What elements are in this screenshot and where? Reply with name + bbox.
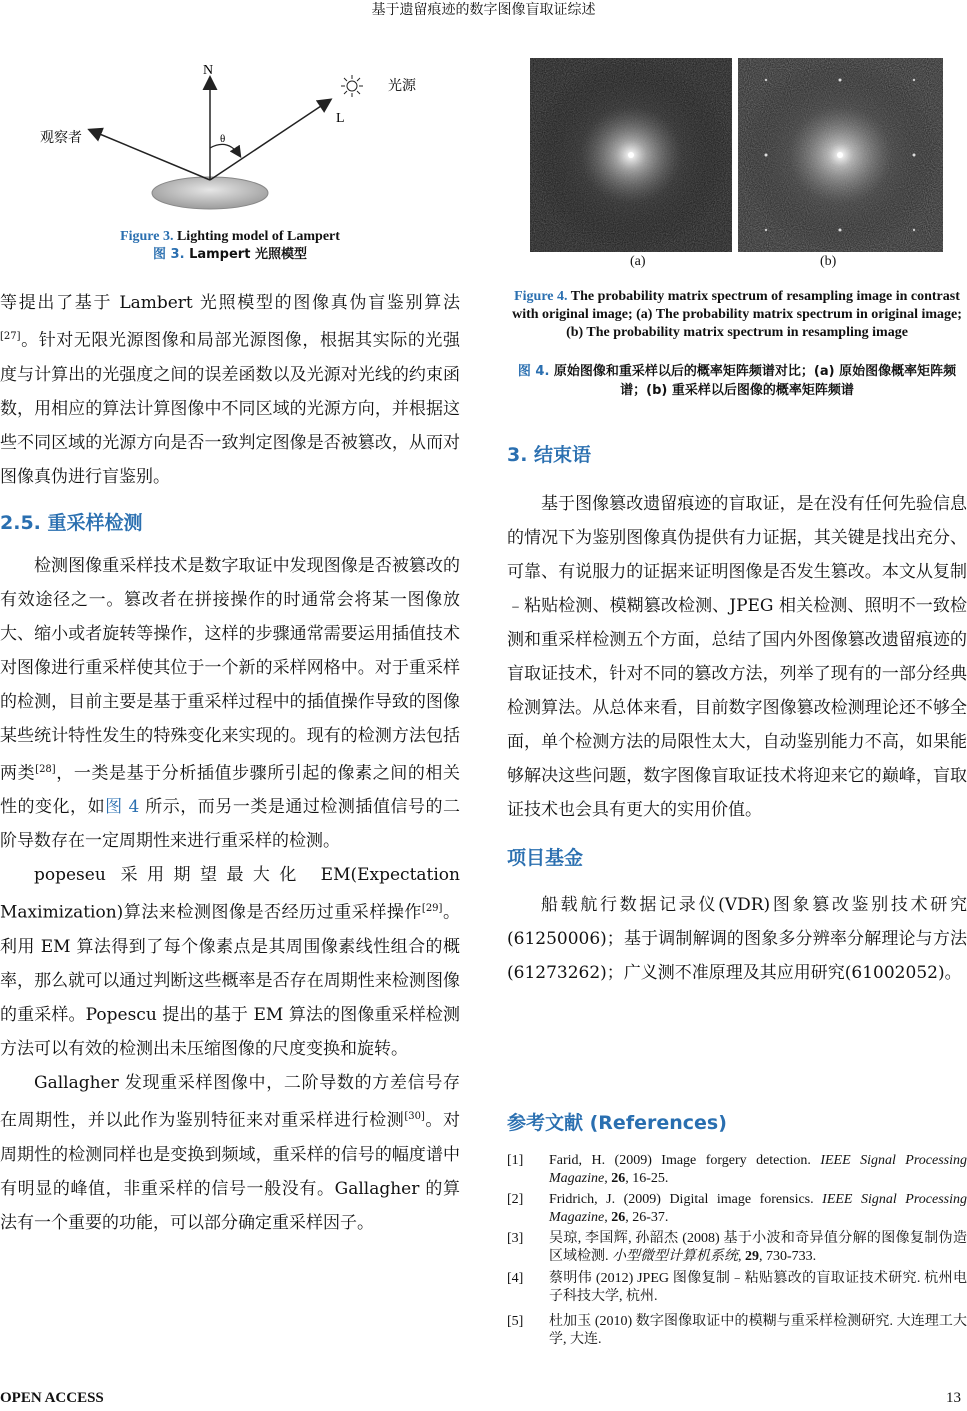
label-l: L [336, 111, 345, 126]
spectrum-b-svg [738, 58, 943, 252]
reference-1: [1] Farid, H. (2009) Image forgery detection. IEEE Signal Processing Magazine, 26, 16-25. [507, 1153, 967, 1186]
surface-disk [152, 177, 268, 209]
section-3-heading: 3. 结束语 [507, 444, 592, 466]
paragraph-conclusion: 基于图像篡改遗留痕迹的盲取证，是在没有任何先验信息的情况下为鉴别图像真伪提供有力证据，其关键是找出充分、可靠、有说服力的证据来证明图像是否发生篡改。本文从复制﹣粘贴检测、模糊篡改检测、JPEG 相关检测、照明不一致检测和重采样检测五个方面，总结了国内外图像篡改遗留痕迹的盲取证技术，针对不同的篡改方法，列举了现有的一部分经典检测算法。从总体来看，目前数字图像篡改检测理论还不够全面，单个检测方法的局限性太大，自动鉴别能力不高，如果能够解决这些问题，数字图像盲取证技术将迎来它的巅峰，盲取证技术也会具有更大的实用价值。 [507, 494, 967, 820]
left-column-text [0, 286, 460, 1240]
sub-label-a: (a) [630, 254, 646, 269]
label-light: 光源 [388, 78, 416, 94]
observer-arrow [90, 130, 210, 180]
paragraph-fund: 船载航行数据记录仪(VDR)图象篡改鉴别技术研究(61250006)；基于调制解调的图象多分辨率分解理论与方法(61273262)；广义测不准原理及其应用研究(61002052)。 [507, 895, 967, 983]
spectrum-a-svg [530, 58, 732, 252]
sub-label-b: (b) [820, 254, 837, 269]
running-header: 基于遗留痕迹的数字图像盲取证综述 [371, 2, 596, 18]
page-number: 13 [946, 1390, 961, 1406]
reference-2: [2] Fridrich, J. (2009) Digital image forensics. IEEE Signal Processing Magazine, 26, 26-37. [507, 1192, 967, 1225]
figure-3-diagram [0, 58, 460, 228]
spectrum-image-resampled [738, 58, 943, 252]
label-theta: θ [220, 133, 226, 145]
references-heading: 参考文献 (References) [507, 1112, 727, 1134]
sun-icon [341, 75, 363, 97]
paragraph-resampling-intro: 检测图像重采样技术是数字取证中发现图像是否被篡改的有效途径之一。篡改者在拼接操作的时通常会将某一图像放大、缩小或者旋转等操作，这样的步骤通常需要运用插值技术对图像进行重采样使其位于一个新的采样网格中。对于重采样的检测，目前主要是基于重采样过程中的插值操作导致的图像某些统计特性发生的特殊变化来实现的。现有的检测方法包括两类[28]，一类是基于分析插值步骤所引起的像素之间的相关性的变化，如图 4 所示，而另一类是通过检测插值信号的二阶导数存在一定周期性来进行重采样的检测。 [0, 555, 461, 852]
figure-4-link[interactable]: 图 4 [105, 797, 140, 818]
spectrum-image-original [530, 58, 732, 252]
paragraph-popescu: popeseu 采用期望最大化 EM(Expectation Maximization)算法来检测图像是否经历过重采样操作[29]。利用 EM 算法得到了每个像素点是其周围像素线性组合的概率，那么就可以通过判断这些概率是否存在周期性来检测图像的重采样。Popescu 提出的基于 EM 算法的图像重采样检测方法可以有效的检测出未压缩图像的尺度变换和旋转。 [0, 865, 460, 1059]
footer-open-access: OPEN ACCESS [0, 1390, 104, 1406]
section-2-5-heading: 2.5. 重采样检测 [0, 511, 143, 534]
fund-heading: 项目基金 [507, 847, 584, 869]
reference-5: [5] 杜加玉 (2010) 数字图像取证中的模糊与重采样检测研究. 大连理工大学, 大连. [507, 1314, 967, 1347]
label-n: N [203, 63, 214, 78]
label-observer: 观察者 [40, 130, 82, 146]
reference-3: [3] 吴琼, 李国辉, 孙韶杰 (2008) 基于小波和奇异值分解的图像复制伪造区域检测. 小型微型计算机系统, 29, 730-733. [507, 1231, 967, 1264]
light-arrow [210, 100, 330, 180]
lighting-model-svg [0, 58, 460, 228]
figure-3-caption-en: Figure 3. Lighting model of Lampert [120, 229, 340, 244]
theta-arc [210, 144, 240, 156]
reference-4: [4] 蔡明伟 (2012) JPEG 图像复制﹣粘贴篡改的盲取证技术研究. 杭州电子科技大学, 杭州. [507, 1271, 967, 1304]
paragraph-gallagher: Gallagher 发现重采样图像中，二阶导数的方差信号存在周期性，并以此作为鉴别特征来对重采样进行检测[30]。对周期性的检测同样也是变换到频域，重采样的信号的幅度谱中有明显的峰值，非重采样的信号一般没有。Gallagher 的算法有一个重要的功能，可以部分确定重采样因子。 [0, 1072, 461, 1233]
figure-3-caption-zh: 图 3. Lampert 光照模型 [153, 247, 307, 262]
paragraph-lambert: 等提出了基于 Lambert 光照模型的图像真伪盲鉴别算法[27]。针对无限光源图像和局部光源图像，根据其实际的光强度与计算出的光强度之间的误差函数以及光源对光线的约束函数，用相应的算法计算图像中不同区域的光源方向，并根据这些不同区域的光源方向是否一致判定图像是否被篡改，从而对图像真伪进行盲鉴别。 [0, 293, 460, 487]
right-column-text [507, 440, 967, 990]
figure-4-caption-zh: 图 4. 原始图像和重采样以后的概率矩阵频谱对比；(a) 原始图像概率矩阵频谱；(b) 重采样以后图像的概率矩阵频谱 [517, 364, 957, 398]
figure-4-caption-en: Figure 4. The probability matrix spectrum of resampling image in contrast with original image; (a) The probability matrix spectrum in original image; (b) The probability matrix spectrum in resampling image [512, 289, 962, 340]
